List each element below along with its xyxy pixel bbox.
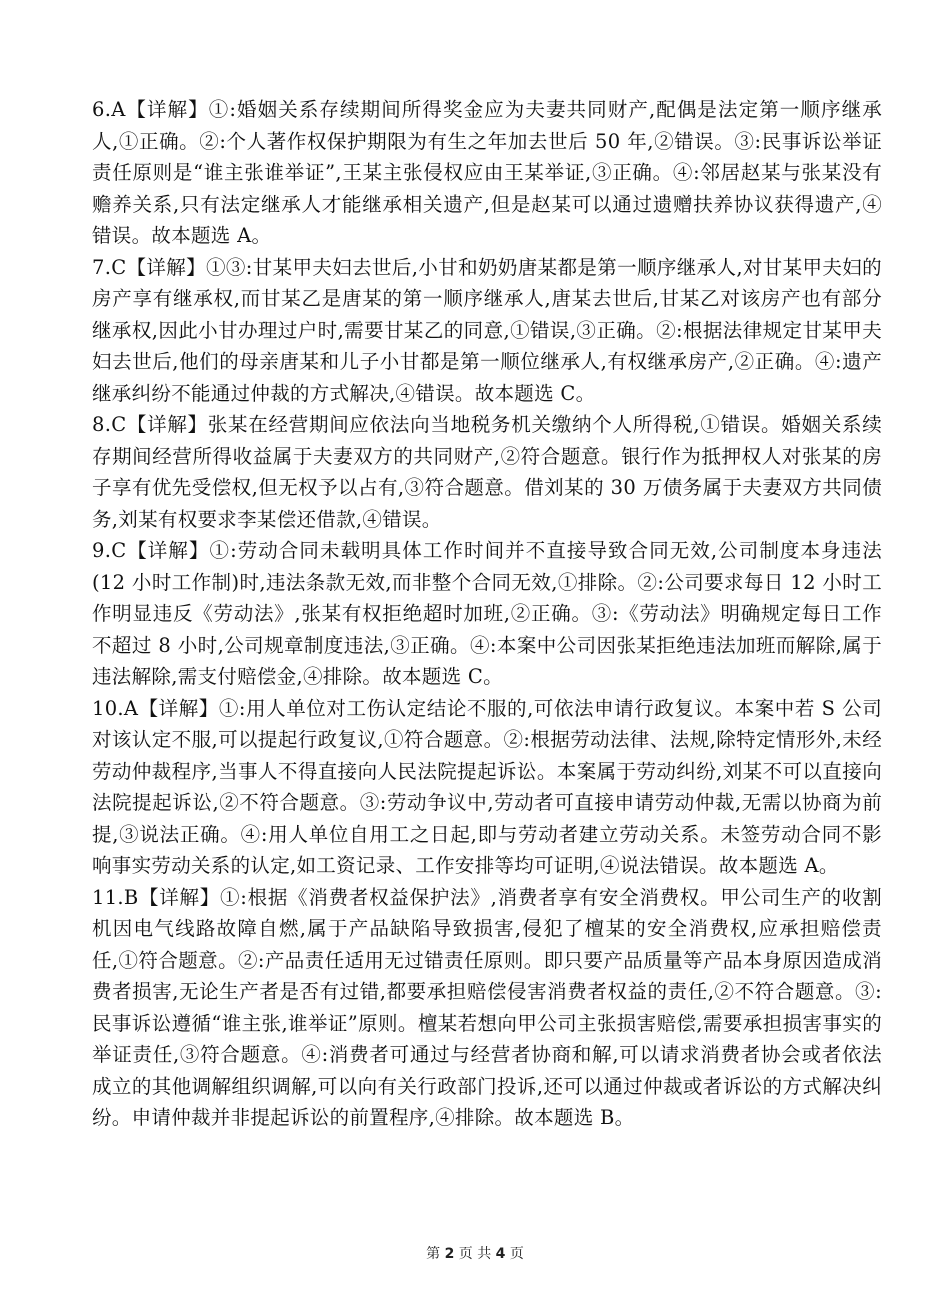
footer-suffix: 页 [509, 1246, 524, 1262]
answer-9: 9.C【详解】①:劳动合同未载明具体工作时间并不直接导致合同无效,公司制度本身违法(12 小时工作制)时,违法条款无效,而非整个合同无效,①排除。②:公司要求每日 12 小时工作明显违反《劳动法》,张某有权拒绝超时加班,②正确。③:《劳动法》明确规定每日工作不超过 8 小时,公司规章制度违法,③正确。④:本案中公司因张某拒绝违法加班而解除,属于违法解除,需支付赔偿金,④排除。故本题选 C。 [92, 539, 882, 688]
answer-8: 8.C【详解】张某在经营期间应依法向当地税务机关缴纳个人所得税,①错误。婚姻关系续存期间经营所得收益属于夫妻双方的共同财产,②符合题意。银行作为抵押权人对张某的房子享有优先受偿权,但无权予以占有,③符合题意。借刘某的 30 万债务属于夫妻双方共同债务,刘某有权要求李某偿还借款,④错误。 [92, 413, 882, 531]
answer-11: 11.B【详解】①:根据《消费者权益保护法》,消费者享有安全消费权。甲公司生产的收割机因电气线路故障自燃,属于产品缺陷导致损害,侵犯了檀某的安全消费权,应承担赔偿责任,①符合题意。②:产品责任适用无过错责任原则。即只要产品质量等产品本身原因造成消费者损害,无论生产者是否有过错,都要承担赔偿侵害消费者权益的责任,②不符合题意。③:民事诉讼遵循“谁主张,谁举证”原则。檀某若想向甲公司主张损害赔偿,需要承担损害事实的举证责任,③符合题意。④:消费者可通过与经营者协商和解,可以请求消费者协会或者依法成立的其他调解组织调解,可以向有关行政部门投诉,还可以通过仲裁或者诉讼的方式解决纠纷。申请仲裁并非提起诉讼的前置程序,④排除。故本题选 B。 [92, 885, 882, 1129]
answer-7: 7.C【详解】①③:甘某甲夫妇去世后,小甘和奶奶唐某都是第一顺序继承人,对甘某甲夫妇的房产享有继承权,而甘某乙是唐某的第一顺序继承人,唐某去世后,甘某乙对该房产也有部分继承权,因此小甘办理过户时,需要甘某乙的同意,①错误,③正确。②:根据法律规定甘某甲夫妇去世后,他们的母亲唐某和儿子小甘都是第一顺位继承人,有权继承房产,②正确。④:遗产继承纠纷不能通过仲裁的方式解决,④错误。故本题选 C。 [92, 255, 882, 405]
answer-10: 10.A【详解】①:用人单位对工伤认定结论不服的,可依法申请行政复议。本案中若 S 公司对该认定不服,可以提起行政复议,①符合题意。②:根据劳动法律、法规,除特定情形外,未经劳动仲裁程序,当事人不得直接向人民法院提起诉讼。本案属于劳动纠纷,刘某不可以直接向法院提起诉讼,②不符合题意。③:劳动争议中,劳动者可直接申请劳动仲裁,无需以协商为前提,③说法正确。④:用人单位自用工之日起,即与劳动者建立劳动关系。未签劳动合同不影响事实劳动关系的认定,如工资记录、工作安排等均可证明,④说法错误。故本题选 A。 [92, 696, 882, 877]
footer-middle: 页 共 [458, 1246, 492, 1262]
footer-total-pages: 4 [495, 1246, 506, 1262]
answer-6: 6.A【详解】①:婚姻关系存续期间所得奖金应为夫妻共同财产,配偶是法定第一顺序继承人,①正确。②:个人著作权保护期限为有生之年加去世后 50 年,②错误。③:民事诉讼举证责任原则是“谁主张谁举证”,王某主张侵权应由王某举证,③正确。④:邻居赵某与张某没有赡养关系,只有法定继承人才能继承相关遗产,但是赵某可以通过遗赠扶养协议获得遗产,④错误。故本题选 A。 [92, 98, 882, 247]
footer-prefix: 第 [426, 1246, 441, 1262]
footer-current-page: 2 [444, 1246, 455, 1262]
page-footer [0, 1243, 950, 1263]
answer-explanations [92, 94, 882, 1134]
